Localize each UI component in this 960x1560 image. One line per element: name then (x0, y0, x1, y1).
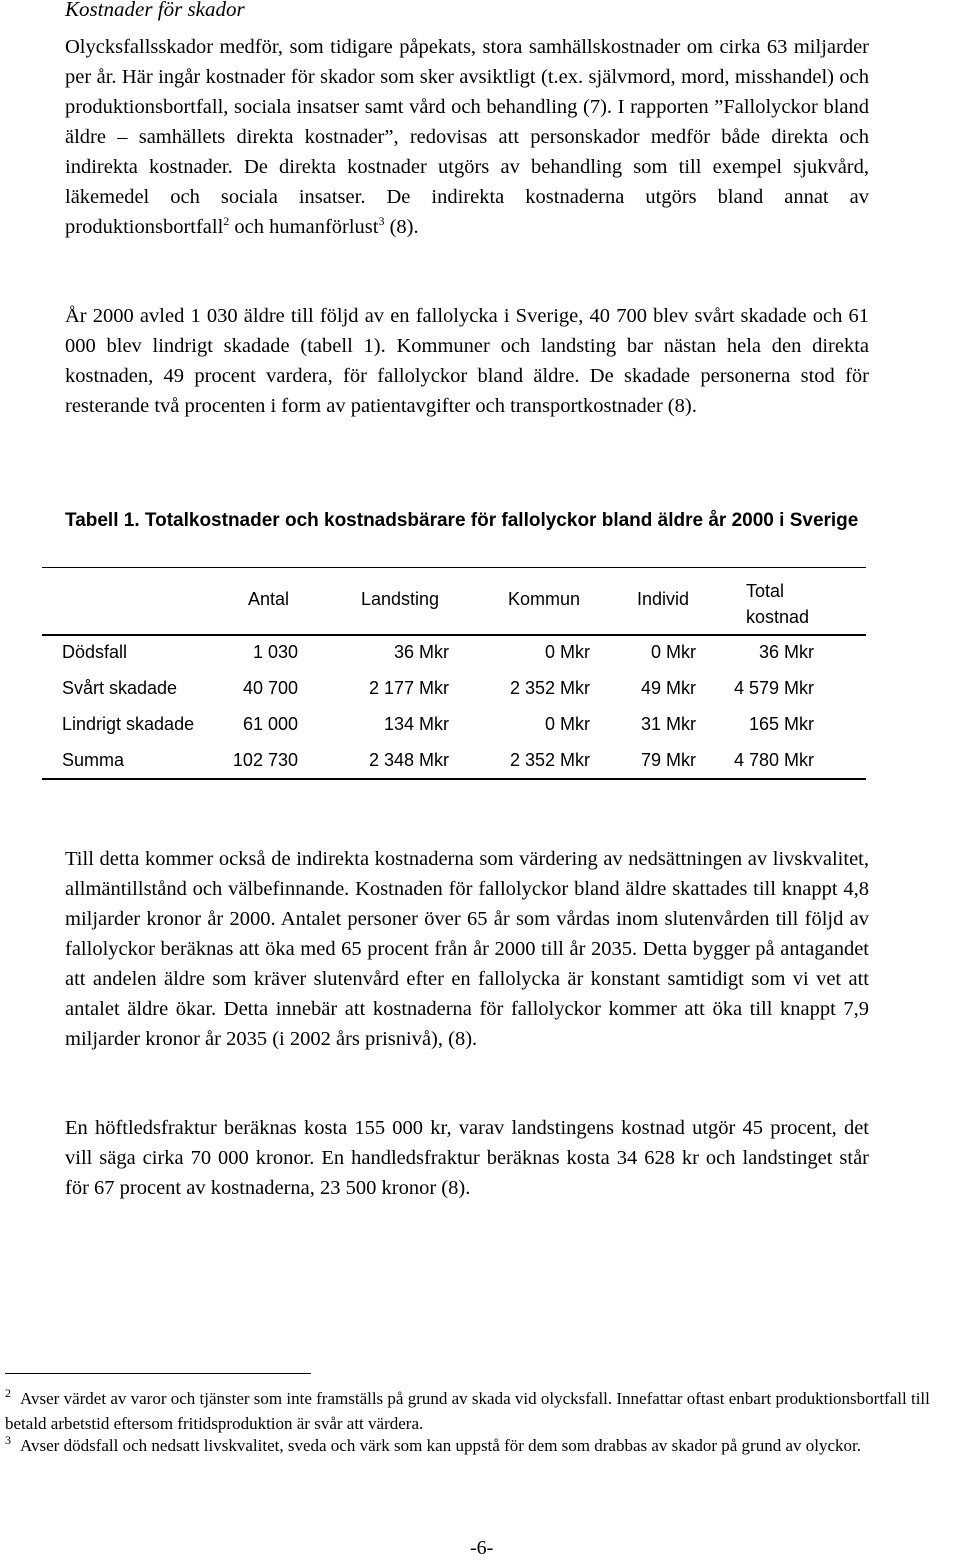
header-kommun: Kommun (508, 589, 581, 609)
cell-individ: 31 Mkr (640, 714, 696, 734)
row-label: Summa (62, 750, 125, 770)
cell-kommun: 2 352 Mkr (509, 678, 590, 698)
cell-landsting: 2 177 Mkr (368, 678, 449, 698)
cell-total: 4 579 Mkr (733, 678, 814, 698)
cell-individ: 0 Mkr (651, 642, 696, 662)
header-antal: Antal (248, 589, 290, 609)
cell-total: 4 780 Mkr (733, 750, 814, 770)
cell-landsting: 134 Mkr (383, 714, 449, 734)
paragraph-fracture-costs: En höftledsfraktur beräknas kosta 155 000 kr, varav landstingens kostnad utgör 45 procent, det vill säga cirka 70 000 kronor. En handledsfraktur beräknas kosta 34 628 kr och landstinget står för 67 procent av kostnaderna, 23 500 kronor (8). (65, 1117, 869, 1199)
footnote-mark: 2 (5, 1386, 11, 1401)
paragraph-statistics: År 2000 avled 1 030 äldre till följd av en fallolycka i Sverige, 40 700 blev svårt skadade och 61 000 blev lindrigt skadade (tabell 1). Kommuner och landsting bar nästan hela den direkta kostnaden, 49 procent vardera, för fallolyckor bland äldre. De skadade personerna stod för resterande två procenten i form av patientavgifter och transportkostnader (8). (65, 305, 869, 417)
cell-individ: 49 Mkr (640, 678, 696, 698)
page-number: -6- (470, 1537, 494, 1559)
footnote-text: Avser dödsfall och nedsatt livskvalitet, sveda och värk som kan uppstå för dem som drabbas av skador på grund av olyckor. (20, 1436, 861, 1455)
footnote-separator (5, 1373, 311, 1374)
header-individ: Individ (637, 589, 690, 609)
table-bottom-rule (42, 778, 866, 780)
cell-landsting: 36 Mkr (393, 642, 449, 662)
row-label: Dödsfall (62, 642, 128, 662)
paragraph-intro (65, 32, 869, 242)
row-label: Svårt skadade (62, 678, 178, 698)
section-heading: Kostnader för skador (65, 0, 245, 21)
paragraph-indirect-costs: Till detta kommer också de indirekta kostnaderna som värdering av nedsättningen av livskvalitet, allmäntillstånd och välbefinnande. Kostnaden för fallolyckor bland äldre skattades till knappt 4,8 miljarder kronor år 2000. Antalet personer över 65 år som vårdas inom slutenvården till följd av fallolyckor beräknas att öka med 65 procent från år 2000 till år 2035. Detta bygger på antagandet att andelen äldre som kräver slutenvård efter en fallolycka är konstant samtidigt som vi vet att antalet äldre ökar. Detta innebär att kostnaderna för fallolyckor kommer att öka till knappt 7,9 miljarder kronor år 2035 (i 2002 års prisnivå), (8). (65, 848, 869, 1050)
cell-antal: 61 000 (242, 714, 298, 734)
table-title: Tabell 1. Totalkostnader och kostnadsbärare för fallolyckor bland äldre år 2000 i Sverige (65, 510, 859, 531)
paragraph-intro-text-c: (8). (384, 216, 419, 238)
cell-antal: 102 730 (232, 750, 298, 770)
row-label: Lindrigt skadade (62, 714, 195, 734)
table-top-rule (42, 567, 866, 568)
cell-total: 165 Mkr (748, 714, 814, 734)
footnote-mark: 3 (5, 1433, 11, 1448)
table-header-rule (42, 634, 866, 636)
cell-kommun: 2 352 Mkr (509, 750, 590, 770)
footnote-3 (5, 1433, 960, 1458)
header-total-kostnad: Total kostnad (746, 581, 810, 627)
paragraph-intro-text-b: och humanförlust (229, 216, 379, 238)
header-landsting: Landsting (361, 589, 440, 609)
cell-kommun: 0 Mkr (545, 714, 590, 734)
paragraph-intro-text: Olycksfallsskador medför, som tidigare påpekats, stora samhällskostnader om cirka 63 miljarder per år. Här ingår kostnader för skador som sker avsiktligt (t.ex. självmord, mord, misshandel) och produktionsbortfall, sociala insatser samt vård och behandling (7). I rapporten ”Fallolyckor bland äldre – samhällets direkta kostnader”, redovisas att personskador medför både direkta och indirekta kostnader. De direkta kostnader utgörs av behandling som till exempel sjukvård, läkemedel och sociala insatser. De indirekta kostnaderna utgörs bland annat av produktionsbortfall (65, 36, 869, 238)
cell-antal: 1 030 (252, 642, 298, 662)
cell-landsting: 2 348 Mkr (368, 750, 449, 770)
cell-individ: 79 Mkr (640, 750, 696, 770)
footnote-2 (5, 1386, 960, 1436)
footnote-ref-3: 3 (378, 214, 385, 229)
cell-antal: 40 700 (242, 678, 298, 698)
footnote-ref-2: 2 (223, 214, 230, 229)
cell-kommun: 0 Mkr (545, 642, 590, 662)
cell-total: 36 Mkr (758, 642, 814, 662)
footnote-text: Avser värdet av varor och tjänster som inte framställs på grund av skada vid olycksfall. Innefattar oftast enbart produktionsbortfall till betald arbetstid eftersom fritidsproduktion är svår att värdera. (5, 1389, 930, 1433)
